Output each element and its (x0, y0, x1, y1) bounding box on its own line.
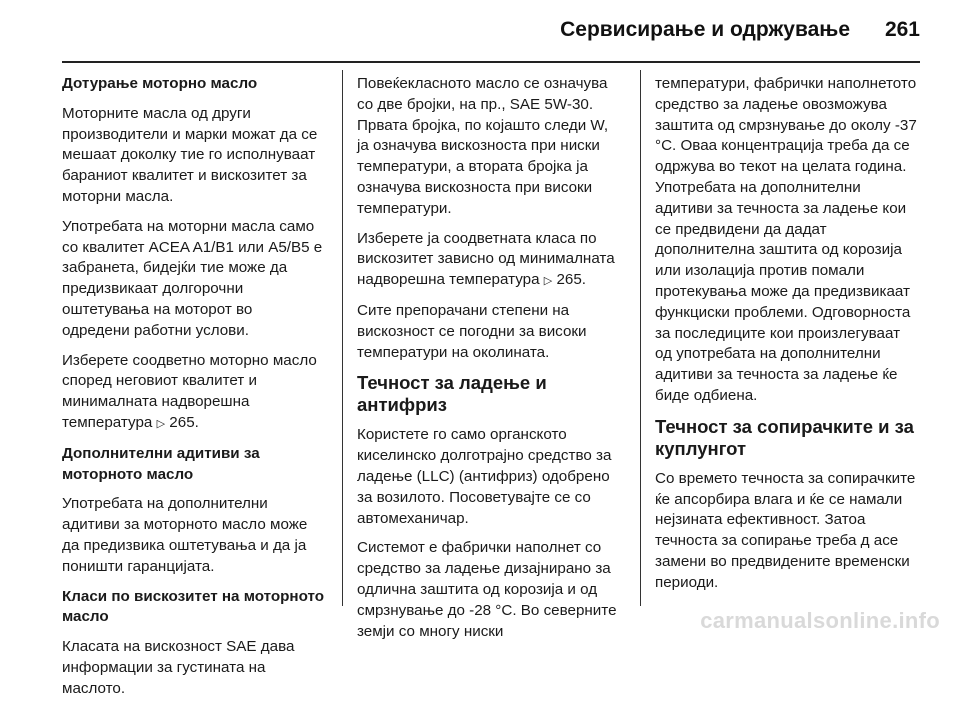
paragraph-text: Изберете ја соодветната класа по вискозитет зависно од минималната надворешна температура (357, 229, 615, 289)
paragraph: Сите препорачани степени на вискозност се погодни за високи температури на околината. (357, 301, 587, 361)
section-heading-coolant: Течност за ладење и антифриз (357, 372, 547, 416)
watermark: carmanualsonline.info (700, 608, 940, 633)
column-2 (357, 74, 619, 651)
paragraph: Класата на вискозност SAE дава информации за густината на маслото. (62, 638, 295, 697)
paragraph: Користете го само органското киселинско долготрајно средство за ладење (LLC) (антифриз) одобрено за возилото. Посоветувајте се со автомеханичар. (357, 426, 612, 527)
header-divider (62, 61, 920, 63)
column-1 (62, 74, 324, 709)
paragraph: температури, фабрички наполнетото средство за ладење овозможува заштита од смрзнување до околу -37 °C. Оваа концентрација треба да се одржува во текот на целата година. Употребата на дополнителни адитиви за течноста за ладење кои се предвидени да дадат дополнителна заштита од корозија или изолација против помали протекувања може да предизвикаат функциски проблеми. Одговорноста за последиците кои произлегуваат од употребата на дополнителни адитиви за течноста за ладење ќе биде одбиена. (655, 75, 917, 404)
paragraph-with-reference (62, 351, 324, 435)
paragraph: Моторните масла од други производители и марки можат да се мешаат доколку тие го исполнуваат бараниот квалитет и вискозитет за моторни масла. (62, 104, 318, 205)
section-heading-topping-up-oil: Дотурање моторно масло (62, 75, 258, 92)
paragraph: Употребата на моторни масла само со квалитет ACEA A1/B1 или A5/B5 е забранета, бидејќи тие може да предизвикаат долгорочни оштетувања на моторот во одредени работни услови. (62, 217, 323, 339)
page-reference-link[interactable]: 265. (556, 271, 587, 289)
section-heading-viscosity-classes: Класи по вискозитет на моторното масло (62, 587, 325, 626)
paragraph: Со времето течноста за сопирачките ќе апсорбира влага и ќе се намали нејзината ефективност. Затоа течноста за сопирање треба д асе замени во предвидените временски периоди. (655, 469, 916, 591)
column-divider-1 (342, 70, 343, 606)
column-3 (655, 74, 917, 603)
page-reference-arrow-icon: ▷ (543, 275, 553, 288)
page-number: 261 (884, 18, 920, 41)
page-reference-arrow-icon: ▷ (156, 417, 166, 430)
section-heading-brake-fluid: Течност за сопирачките и за куплунгот (655, 415, 914, 459)
page-title: Сервисирање и одржување (560, 18, 850, 41)
paragraph-with-reference (357, 229, 619, 292)
section-heading-oil-additives: Дополнителни адитиви за моторното масло (62, 444, 260, 483)
paragraph-text: Изберете соодветно моторно масло според неговиот квалитет и минималната надворешна температура (62, 351, 317, 431)
paragraph: Употребата на дополнителни адитиви за моторното масло може да предизвика оштетувања и да ја поништи гаранцијата. (62, 495, 308, 575)
column-divider-2 (640, 70, 641, 606)
paragraph: Системот е фабрички наполнет со средство за ладење дизајнирано за одлична заштита од корозија и од смрзнување до -28 °C. Во северните земји со многу ниски (357, 539, 617, 640)
page-reference-link[interactable]: 265. (169, 413, 199, 431)
paragraph: Повеќекласното масло се означува со две бројки, на пр., SAE 5W-30. Првата бројка, по којашто следи W, ја означува вискозноста при ниски температури, а втората бројка ја означува вискозноста при високи температури. (357, 75, 609, 217)
